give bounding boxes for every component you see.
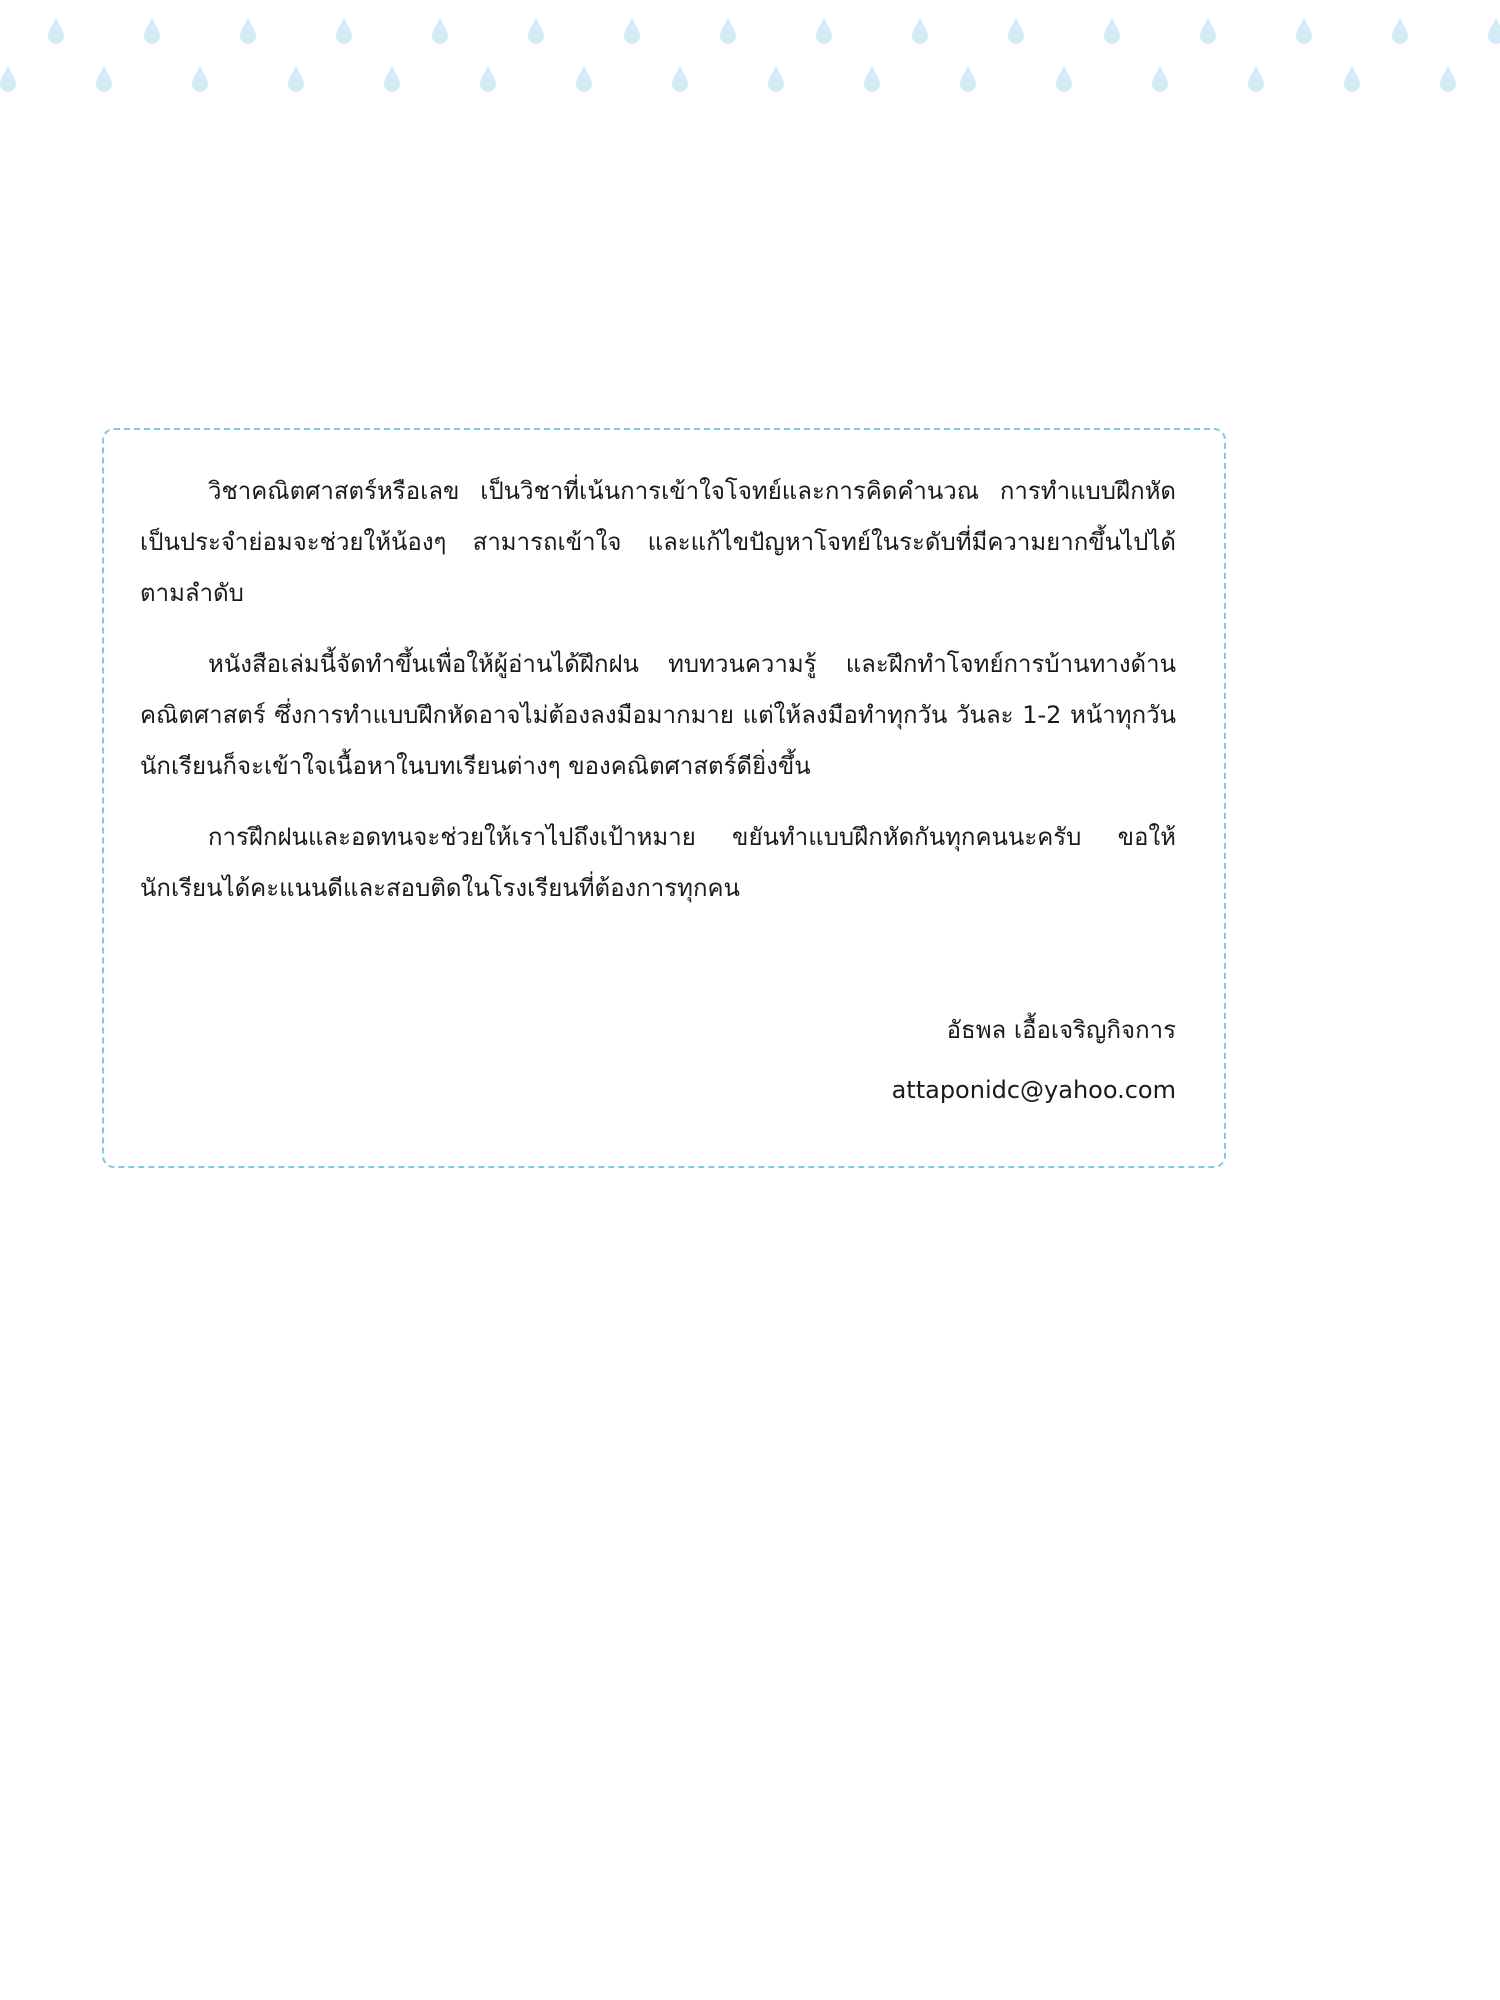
- raindrop-icon: [1008, 18, 1024, 44]
- raindrop-icon: [720, 18, 736, 44]
- raindrop-icon: [1056, 66, 1072, 92]
- raindrop-icon: [1296, 18, 1312, 44]
- raindrop-icon: [240, 18, 256, 44]
- intro-paragraph-3: การฝึกฝนและอดทนจะช่วยให้เราไปถึงเป้าหมาย ขยันทำแบบฝึกหัดกันทุกคนนะครับ ขอให้นักเรียนได้คะแนนดีและสอบติดในโรงเรียนที่ต้องการทุกคน: [140, 823, 1176, 902]
- raindrop-icon: [528, 18, 544, 44]
- raindrop-icon: [1440, 66, 1456, 92]
- raindrop-icon: [816, 18, 832, 44]
- raindrop-icon: [864, 66, 880, 92]
- raindrop-icon: [384, 66, 400, 92]
- raindrop-icon: [0, 66, 16, 92]
- author-email: attaponidc@yahoo.com: [891, 1076, 1176, 1104]
- raindrop-icon: [960, 66, 976, 92]
- raindrop-icon: [624, 18, 640, 44]
- intro-box: [102, 428, 1226, 1168]
- raindrop-icon: [1248, 66, 1264, 92]
- raindrop-icon: [768, 66, 784, 92]
- raindrop-pattern: [0, 0, 1500, 110]
- raindrop-icon: [336, 18, 352, 44]
- intro-paragraph-2: หนังสือเล่มนี้จัดทำขึ้นเพื่อให้ผู้อ่านได้ฝึกฝน ทบทวนความรู้ และฝึกทำโจทย์การบ้านทางด้านคณิตศาสตร์ ซึ่งการทำแบบฝึกหัดอาจไม่ต้องลงมือมากมาย แต่ให้ลงมือทำทุกวัน วันละ 1-2 หน้าทุกวัน นักเรียนก็จะเข้าใจเนื้อหาในบทเรียนต่างๆ ของคณิตศาสตร์ดียิ่งขึ้น: [140, 650, 1176, 780]
- raindrop-icon: [912, 18, 928, 44]
- raindrop-icon: [672, 66, 688, 92]
- raindrop-icon: [288, 66, 304, 92]
- raindrop-icon: [48, 18, 64, 44]
- raindrop-icon: [1200, 18, 1216, 44]
- raindrop-icon: [144, 18, 160, 44]
- raindrop-icon: [96, 66, 112, 92]
- signature-block: [892, 1010, 1176, 1110]
- raindrop-icon: [1152, 66, 1168, 92]
- raindrop-icon: [1344, 66, 1360, 92]
- raindrop-icon: [1392, 18, 1408, 44]
- raindrop-icon: [432, 18, 448, 44]
- raindrop-icon: [1488, 18, 1500, 44]
- raindrop-icon: [480, 66, 496, 92]
- raindrop-icon: [1104, 18, 1120, 44]
- raindrop-icon: [192, 66, 208, 92]
- author-name: อัธพล เอื้อเจริญกิจการ: [946, 1016, 1176, 1044]
- raindrop-icon: [576, 66, 592, 92]
- intro-paragraph-1: วิชาคณิตศาสตร์หรือเลข เป็นวิชาที่เน้นการเข้าใจโจทย์และการคิดคำนวณ การทำแบบฝึกหัดเป็นประจำย่อมจะช่วยให้น้องๆ สามารถเข้าใจ และแก้ไขปัญหาโจทย์ในระดับที่มีความยากขึ้นไปได้ตามลำดับ: [140, 477, 1176, 607]
